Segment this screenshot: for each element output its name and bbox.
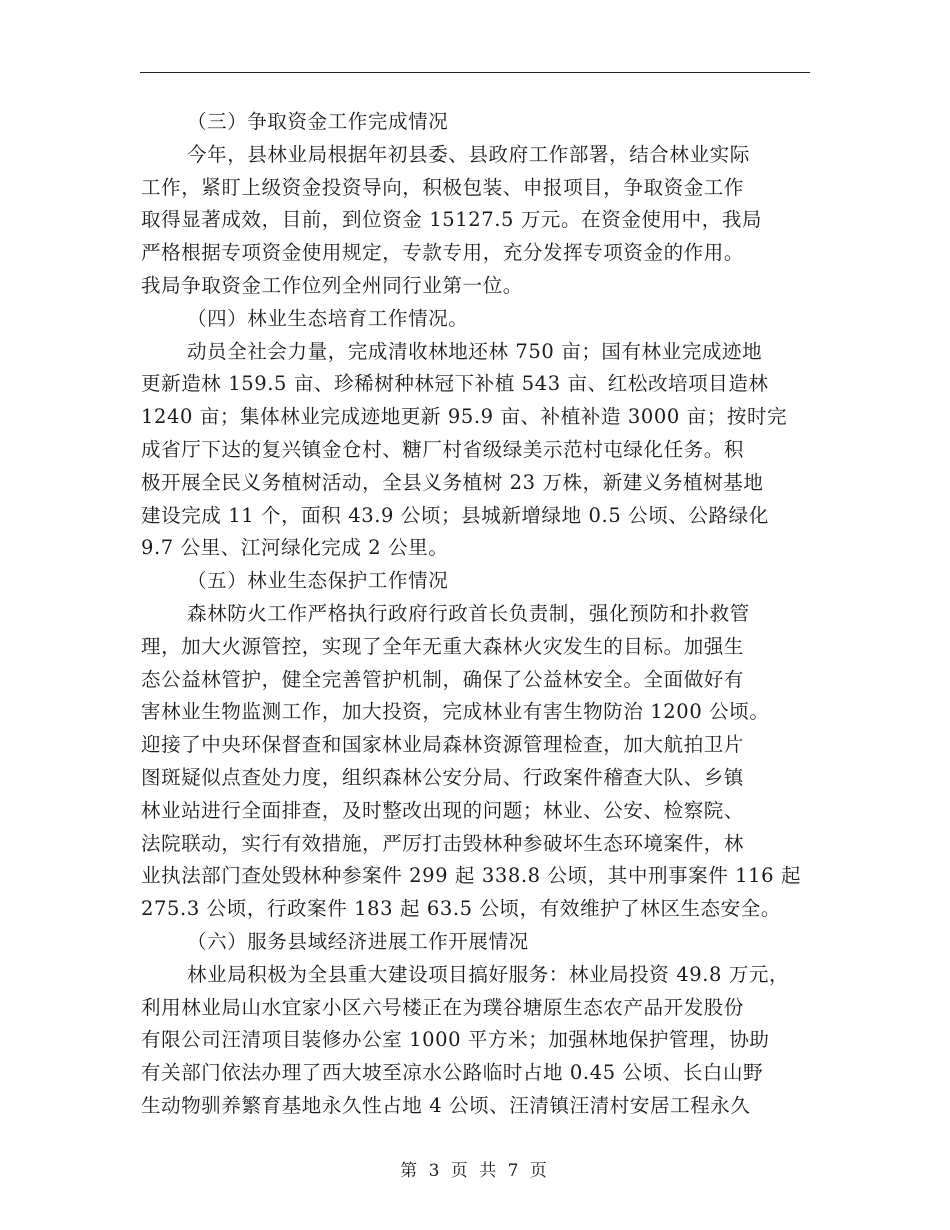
text-line: 迎接了中央环保督查和国家林业局森林资源管理检查，加大航拍卫片 (141, 733, 745, 757)
text-line: 1240 亩；集体林业完成迹地更新 95.9 亩、补植补造 3000 亩；按时完 (141, 405, 788, 429)
text-line: 林业站进行全面排查，及时整改出现的问题；林业、公安、检察院、 (141, 798, 745, 822)
text-line: 态公益林管护，健全完善管护机制，确保了公益林安全。全面做好有 (141, 667, 745, 691)
text-line: 取得显著成效，目前，到位资金 15127.5 万元。在资金使用中，我局 (141, 208, 763, 232)
text-line: 动员全社会力量，完成清收林地还林 750 亩；国有林业完成迹地 (187, 339, 763, 363)
text-line: 更新造林 159.5 亩、珍稀树种林冠下补植 543 亩、红松改培项目造林 (141, 372, 769, 396)
text-line: 成省厅下达的复兴镇金仓村、糖厂村省级绿美示范村屯绿化任务。积 (141, 437, 745, 461)
text-line: 严格根据专项资金使用规定，专款专用，充分发挥专项资金的作用。 (141, 241, 745, 265)
text-line: 利用林业局山水宜家小区六号楼正在为璞谷塘原生态农产品开发股份 (141, 995, 745, 1019)
text-line: 森林防火工作严格执行政府行政首长负责制，强化预防和扑救管 (187, 601, 750, 625)
text-line: 今年，县林业局根据年初县委、县政府工作部署，结合林业实际 (187, 142, 750, 166)
text-line: 275.3 公顷，行政案件 183 起 63.5 公顷，有效维护了林区生态安全。 (141, 897, 781, 921)
text-line: 理，加大火源管控，实现了全年无重大森林火灾发生的目标。加强生 (141, 634, 745, 658)
text-line: （四）林业生态培育工作情况。 (187, 306, 469, 330)
text-line: 图斑疑似点查处力度，组织森林公安分局、行政案件稽查大队、乡镇 (141, 765, 745, 789)
text-line: （五）林业生态保护工作情况 (187, 569, 449, 593)
text-line: 我局争取资金工作位列全州同行业第一位。 (141, 273, 523, 297)
text-line: 建设完成 11 个，面积 43.9 公顷；县城新增绿地 0.5 公顷、公路绿化 (141, 503, 769, 527)
text-line: 9.7 公里、江河绿化完成 2 公里。 (141, 536, 449, 560)
text-line: 业执法部门查处毁林种参案件 299 起 338.8 公顷，其中刑事案件 116 起 (141, 864, 802, 888)
page-footer: 第 3 页 共 7 页 (400, 1161, 550, 1181)
text-line: 有限公司汪清项目装修办公室 1000 平方米；加强林地保护管理，协助 (141, 1028, 770, 1052)
text-line: 极开展全民义务植树活动，全县义务植树 23 万株，新建义务植树基地 (141, 470, 764, 494)
text-line: （三）争取资金工作完成情况 (187, 110, 449, 133)
text-line: 有关部门依法办理了西大坡至凉水公路临时占地 0.45 公顷、长白山野 (141, 1061, 764, 1085)
body-text (141, 106, 811, 1123)
text-line: （六）服务县域经济进展工作开展情况 (187, 929, 529, 953)
text-line: 工作，紧盯上级资金投资导向，积极包装、申报项目，争取资金工作 (141, 175, 745, 199)
text-line: 林业局积极为全县重大建设项目搞好服务：林业局投资 49.8 万元， (187, 962, 790, 986)
text-line: 生动物驯养繁育基地永久性占地 4 公顷、汪清镇汪清村安居工程永久 (141, 1093, 751, 1117)
header-rule (140, 72, 810, 73)
text-line: 法院联动，实行有效措施，严厉打击毁林种参破坏生态环境案件，林 (141, 831, 745, 855)
text-line: 害林业生物监测工作，加大投资，完成林业有害生物防治 1200 公顷。 (141, 700, 770, 724)
